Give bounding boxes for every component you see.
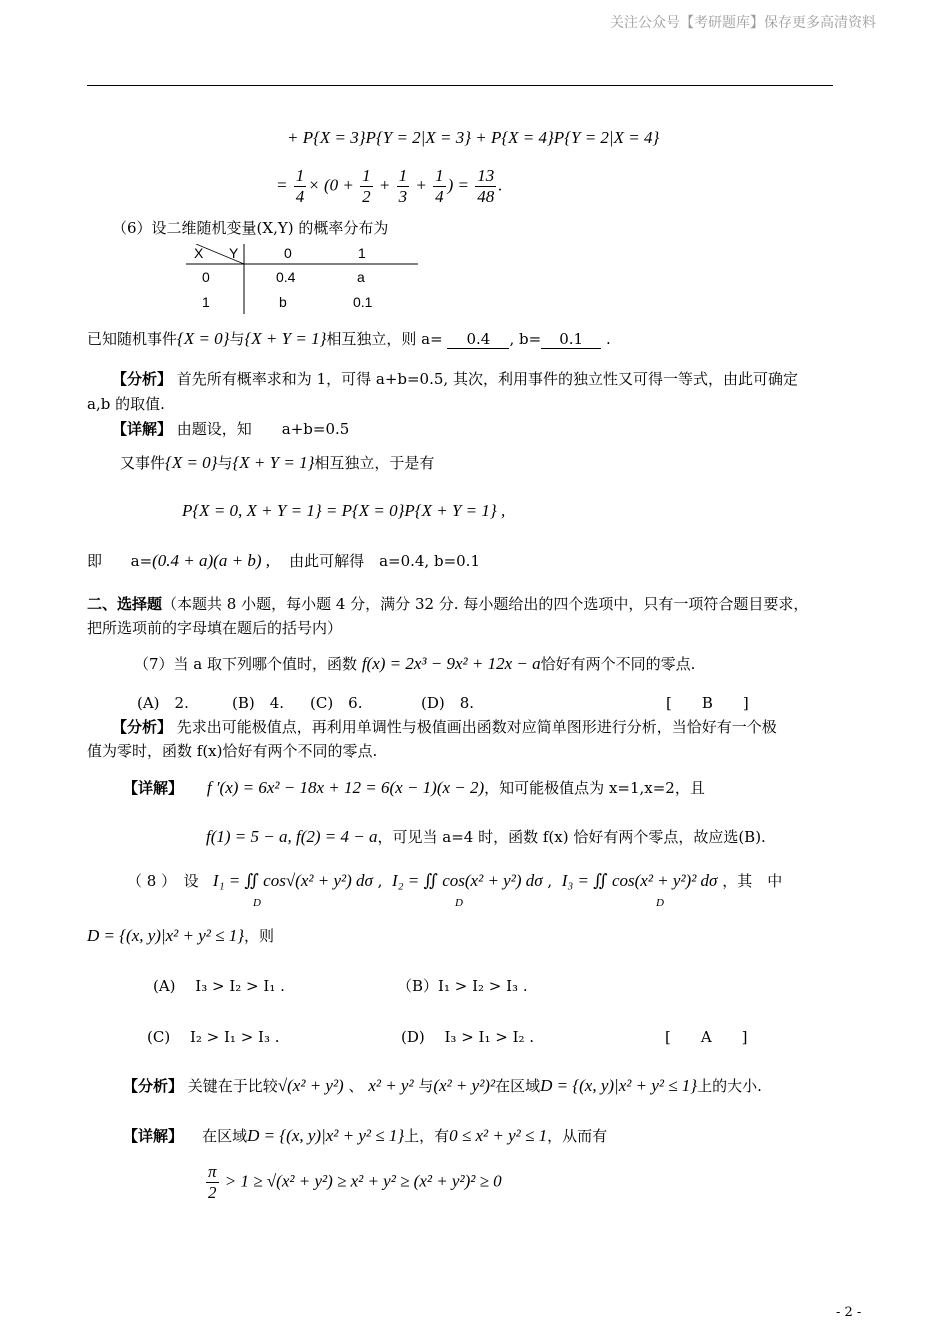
q6-detail-line2: 又事件{X = 0}与{X + Y = 1}相互独立，于是有: [120, 453, 435, 472]
q8-option-b: （B）I₁ > I₂ > I₃ .: [397, 977, 528, 995]
q7-answer: [ B ]: [666, 694, 749, 712]
q6-detail-line1: 【详解】 由题设，知 a+b=0.5: [112, 420, 350, 438]
table-row-label: 1: [202, 294, 210, 310]
q7-analysis-line1: 【分析】 先求出可能极值点，再利用单调性与极值画出函数对应简单图形进行分析，当恰好有一个极: [112, 718, 777, 736]
table-col-header: 1: [358, 245, 366, 261]
table-col-header: 0: [284, 245, 292, 261]
watermark: 关注公众号【考研题库】保存更多高清资料: [610, 15, 876, 31]
section-2-header: 二、选择题（本题共 8 小题，每小题 4 分，满分 32 分. 每小题给出的四个选项中，只有一项符合题目要求，: [87, 595, 809, 613]
table-cell: 0.4: [276, 269, 296, 285]
probability-table: [186, 244, 418, 314]
integral-i1: I₁ = ∬ cos√(x² + y²) dσ: [212, 871, 373, 890]
integral-i3: I₃ = ∬ cos(x² + y²)² dσ: [561, 871, 718, 890]
integral-domain-label: D: [656, 897, 664, 909]
formula-line-2: = $\frac{1}{4}$ × (0 + $\frac{1}{2}$ + $\frac{1}{3}$ + $\frac{1}{4}$ ) = $\frac{13}{48}$ .: [276, 166, 503, 206]
table-corner-y: Y: [229, 245, 239, 261]
q8-question: （ 8 ） 设 I₁ = ∬ cos√(x² + y²) dσ , I₂ = ∬ cos(x² + y²) dσ , I₃ = ∬ cos(x² + y²)² dσ ，其 中: [127, 871, 783, 890]
table-row-label: 0: [202, 269, 210, 285]
q8-analysis: 【分析】 关键在于比较√(x² + y²) 、 x² + y² 与(x² + y²)²在区域D = {(x, y)|x² + y² ≤ 1}上的大小.: [123, 1076, 762, 1095]
q7-analysis-line2: 值为零时，函数 f(x)恰好有两个不同的零点.: [87, 742, 378, 760]
table-cell: 0.1: [353, 294, 373, 310]
q8-domain-line: D = {(x, y)|x² + y² ≤ 1}，则: [87, 926, 275, 945]
q7-detail-line2: f(1) = 5 − a, f(2) = 4 − a，可见当 a=4 时，函数 f(x) 恰好有两个零点，故应选(B).: [206, 827, 766, 846]
integral-i2: I₂ = ∬ cos(x² + y²) dσ: [391, 871, 543, 890]
q7-detail-line1: 【详解】 f ′(x) = 6x² − 18x + 12 = 6(x − 1)(x − 2)，知可能极值点为 x=1,x=2，且: [123, 778, 705, 797]
q7-option-d: (D) 8.: [421, 694, 475, 712]
q7-option-b: (B) 4.: [232, 694, 285, 712]
header-rule: [87, 85, 833, 86]
q7-question: （7）当 a 取下列哪个值时，函数 f(x) = 2x³ − 9x² + 12x − a恰好有两个不同的零点.: [134, 654, 696, 673]
table-cell: b: [279, 294, 287, 310]
fraction: $\frac{13}{48}$: [477, 166, 495, 206]
fraction: $\frac{1}{2}$: [362, 166, 371, 206]
fraction: $\frac{1}{3}$: [398, 166, 408, 206]
fraction: $\frac{1}{4}$: [435, 166, 444, 206]
integral-domain-label: D: [455, 897, 463, 909]
q8-detail: 【详解】 在区域D = {(x, y)|x² + y² ≤ 1}上，有0 ≤ x² + y² ≤ 1，从而有: [123, 1126, 608, 1145]
table-corner-x: X: [194, 245, 204, 261]
q8-final-inequality: $\frac{\pi}{2}$ > 1 ≥ √(x² + y²) ≥ x² + y² ≥ (x² + y²)² ≥ 0: [208, 1162, 502, 1202]
q6-detail-formula: P{X = 0, X + Y = 1} = P{X = 0}P{X + Y = 1} ,: [182, 501, 506, 520]
q8-option-a: (A) I₃ > I₂ > I₁ .: [153, 977, 285, 995]
q6-detail-line4: 即 a=(0.4 + a)(a + b) , 由此可解得 a=0.4, b=0.1: [87, 551, 480, 570]
q7-option-a: (A) 2.: [137, 694, 189, 712]
q8-option-d: (D) I₃ > I₁ > I₂ .: [401, 1028, 535, 1046]
section-2-desc: 把所选项前的字母填在题后的括号内）: [87, 619, 343, 637]
table-cell: a: [357, 269, 365, 285]
q8-option-c: (C) I₂ > I₁ > I₃ .: [147, 1028, 280, 1046]
answer-b: 0.1: [541, 330, 601, 349]
q6-analysis-line2: a,b 的取值.: [87, 395, 165, 413]
q6-heading: （6）设二维随机变量(X,Y) 的概率分布为: [112, 219, 389, 237]
fraction: $\frac{\pi}{2}$: [208, 1162, 217, 1202]
q6-analysis-line1: 【分析】 首先所有概率求和为 1，可得 a+b=0.5, 其次，利用事件的独立性又可得一等式，由此可确定: [112, 370, 798, 388]
fraction: $\frac{1}{4}$: [295, 166, 305, 206]
page-number: - 2 -: [836, 1305, 862, 1320]
q6-condition: 已知随机事件{X = 0}与{X + Y = 1}相互独立，则 a= 0.4 , b= 0.1 .: [87, 329, 611, 348]
table-lines: [186, 244, 418, 314]
answer-a: 0.4: [447, 330, 509, 349]
formula-line-1: + P{X = 3}P{Y = 2|X = 3} + P{X = 4}P{Y = 2|X = 4}: [287, 128, 660, 147]
integral-domain-label: D: [253, 897, 261, 909]
q7-option-c: (C) 6.: [310, 694, 363, 712]
q8-answer: [ A ]: [665, 1028, 748, 1046]
